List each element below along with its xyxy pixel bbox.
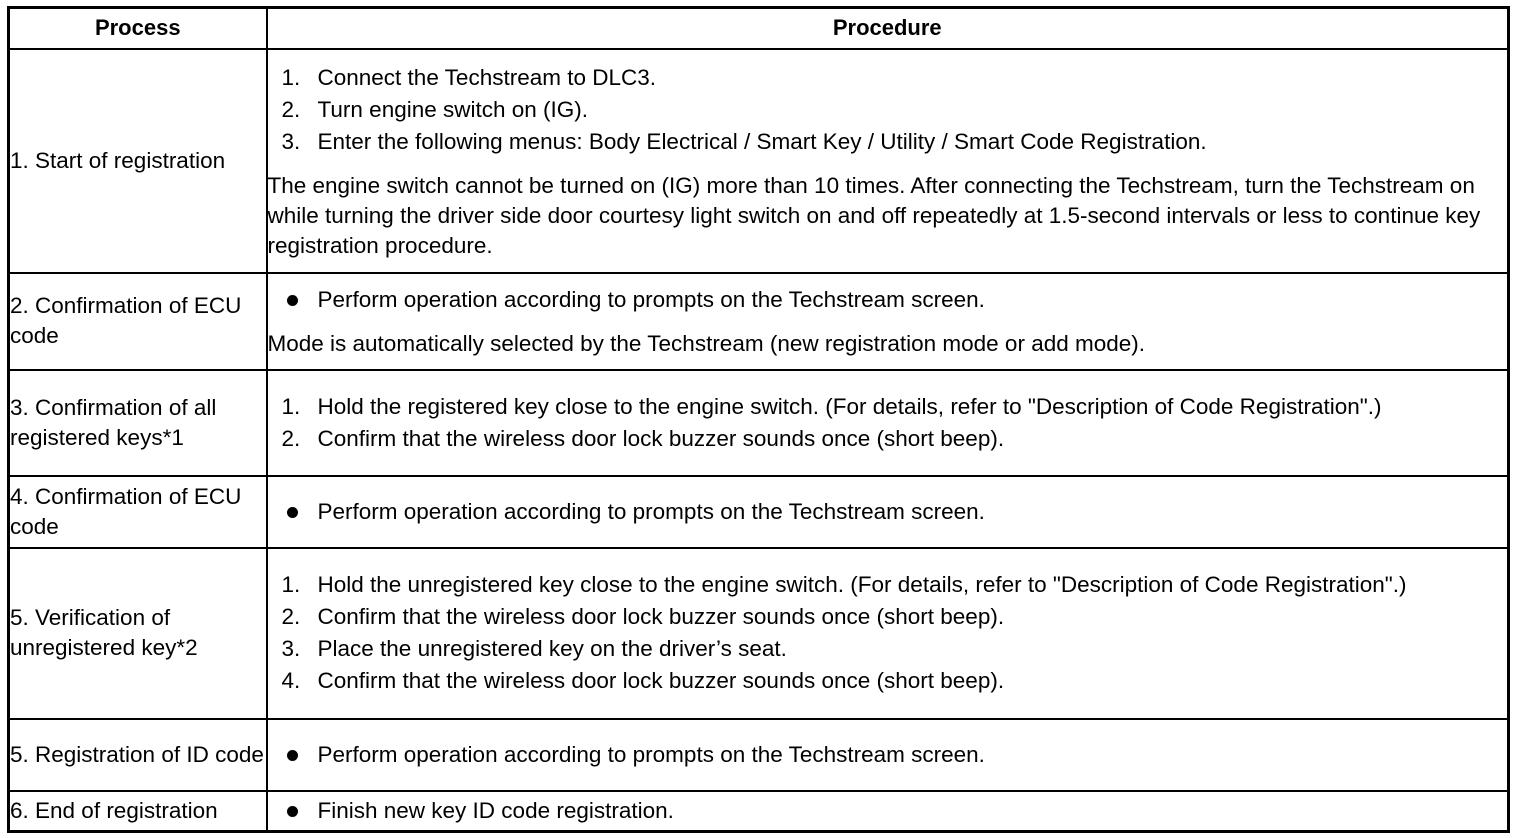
- process-cell: 3. Confirmation of all registered keys*1: [9, 370, 267, 476]
- process-cell: 2. Confirmation of ECU code: [9, 273, 267, 370]
- procedure-table: [7, 6, 1510, 833]
- list-item: [268, 634, 1508, 664]
- process-cell: 5. Registration of ID code: [9, 719, 267, 791]
- procedure-cell: [267, 476, 1509, 548]
- bullet-list: [268, 796, 1508, 826]
- list-item: [268, 95, 1508, 125]
- step-number: 1.: [281, 64, 301, 90]
- procedure-cell: [267, 49, 1509, 273]
- list-item: [268, 63, 1508, 93]
- column-header-procedure: Procedure: [267, 8, 1509, 49]
- step-number: 2.: [281, 96, 301, 122]
- procedure-cell: [267, 719, 1509, 791]
- procedure-note: Mode is automatically selected by the Techstream (new registration mode or add mode).: [267, 331, 1146, 356]
- step-text: Enter the following menus: Body Electrical / Smart Key / Utility / Smart Code Registration.: [317, 128, 1207, 154]
- procedure-cell: [267, 548, 1509, 719]
- table-row: [9, 719, 1509, 791]
- table-row: [9, 49, 1509, 273]
- table-row: [9, 476, 1509, 548]
- step-text: Connect the Techstream to DLC3.: [317, 64, 657, 90]
- step-number: 4.: [281, 668, 301, 693]
- step-number: 2.: [281, 425, 301, 451]
- step-text: Confirm that the wireless door lock buzzer sounds once (short beep).: [317, 668, 1005, 693]
- step-number: 3.: [281, 636, 301, 661]
- process-cell: 6. End of registration: [9, 791, 267, 832]
- procedure-cell: [267, 370, 1509, 476]
- procedure-cell: [267, 791, 1509, 832]
- process-cell: 1. Start of registration: [9, 49, 267, 273]
- procedure-cell: [267, 273, 1509, 370]
- procedure-note: The engine switch cannot be turned on (IG) more than 10 times. After connecting the Techstream, turn the Techstream on while turning the driver side door courtesy light switch on and off repeatedly at 1.5-second intervals or less to continue key registration procedure.: [267, 172, 1481, 258]
- step-text: Hold the unregistered key close to the engine switch. (For details, refer to "Description of Code Registration".): [317, 572, 1407, 597]
- bullet-icon: [287, 507, 298, 518]
- process-cell: 4. Confirmation of ECU code: [9, 476, 267, 548]
- step-number: 2.: [281, 604, 301, 629]
- bullet-list: [268, 285, 1508, 315]
- table-header-row: [9, 8, 1509, 49]
- step-text: Turn engine switch on (IG).: [317, 96, 589, 122]
- column-header-process: Process: [9, 8, 267, 49]
- bullet-text: Perform operation according to prompts on the Techstream screen.: [317, 498, 985, 524]
- step-text: Confirm that the wireless door lock buzzer sounds once (short beep).: [317, 604, 1005, 629]
- bullet-list: [268, 740, 1508, 770]
- process-cell: 5. Verification of unregistered key*2: [9, 548, 267, 719]
- list-item: [268, 127, 1508, 157]
- step-text: Hold the registered key close to the engine switch. (For details, refer to "Description of Code Registration".): [317, 393, 1382, 419]
- list-item: [268, 497, 1508, 527]
- step-number: 1.: [281, 572, 301, 597]
- list-item: [268, 740, 1508, 770]
- step-list: [268, 63, 1508, 157]
- step-text: Confirm that the wireless door lock buzzer sounds once (short beep).: [317, 425, 1005, 451]
- step-list: [268, 392, 1508, 454]
- bullet-icon: [287, 750, 298, 761]
- bullet-text: Perform operation according to prompts on the Techstream screen.: [317, 741, 985, 767]
- list-item: [268, 602, 1508, 632]
- table-row: [9, 370, 1509, 476]
- step-text: Place the unregistered key on the driver’s seat.: [317, 636, 787, 661]
- table-row: [9, 273, 1509, 370]
- list-item: [268, 666, 1508, 696]
- bullet-icon: [287, 806, 298, 817]
- bullet-text: Finish new key ID code registration.: [317, 797, 674, 823]
- step-number: 3.: [281, 128, 301, 154]
- bullet-icon: [287, 295, 298, 306]
- list-item: [268, 392, 1508, 422]
- step-list: [268, 570, 1508, 696]
- list-item: [268, 424, 1508, 454]
- bullet-text: Perform operation according to prompts on the Techstream screen.: [317, 287, 985, 312]
- list-item: [268, 796, 1508, 826]
- bullet-list: [268, 497, 1508, 527]
- list-item: [268, 570, 1508, 600]
- step-number: 1.: [281, 393, 301, 419]
- table-row: [9, 548, 1509, 719]
- table-row: [9, 791, 1509, 832]
- list-item: [268, 285, 1508, 315]
